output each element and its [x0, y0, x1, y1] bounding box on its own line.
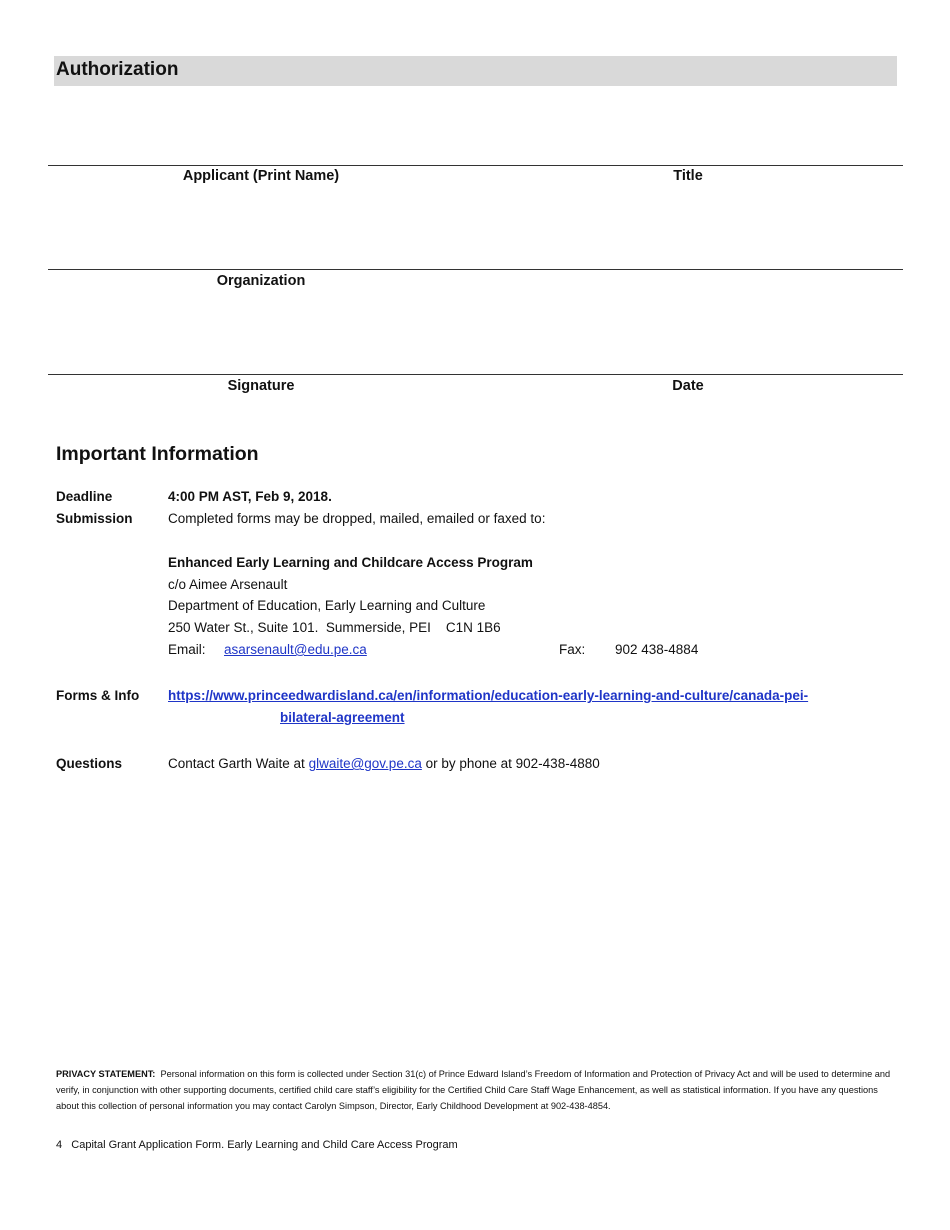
date-label: Date	[672, 378, 704, 394]
department: Department of Education, Early Learning and Culture	[168, 598, 486, 613]
care-of: c/o Aimee Arsenault	[168, 577, 288, 592]
signature-line-applicant-title[interactable]	[48, 165, 903, 166]
organization-label: Organization	[216, 273, 306, 289]
submission-label: Submission	[56, 511, 133, 526]
deadline-value: 4:00 PM AST, Feb 9, 2018.	[168, 489, 332, 504]
forms-url-line2-wrap	[280, 709, 405, 727]
signature-line-signature-date[interactable]	[48, 374, 903, 375]
privacy-text: Personal information on this form is collected under Section 31(c) of Prince Edward Island’s Freedom of Information and Protection of Privacy Act and will be used to determine and verify, in conjunction with other supporting documents, certified child care staff’s eligibility for the Certified Child Care Staff Wage Enhancement, as well as statistical information. If you have any questions about this collection of personal information you may contact Carolyn Simpson, Director, Early Childhood Development at 902-438-4854.	[56, 1069, 891, 1111]
questions-text	[168, 755, 600, 773]
footer-text: Capital Grant Application Form. Early Learning and Child Care Access Program	[71, 1139, 458, 1151]
applicant-label: Applicant (Print Name)	[182, 168, 340, 184]
questions-label: Questions	[56, 756, 123, 771]
submission-text: Completed forms may be dropped, mailed, emailed or faxed to:	[168, 511, 546, 526]
program-name: Enhanced Early Learning and Childcare Access Program	[168, 555, 533, 570]
deadline-label: Deadline	[56, 489, 113, 504]
signature-label: Signature	[227, 378, 295, 394]
authorization-heading: Authorization	[56, 59, 179, 80]
questions-suffix: or by phone at 902-438-4880	[421, 756, 600, 771]
forms-url-link-line2[interactable]: bilateral-agreement	[280, 710, 405, 725]
forms-info-label: Forms & Info	[56, 688, 140, 703]
title-label: Title	[673, 168, 703, 184]
submission-email-link[interactable]: asarsenault@edu.pe.ca	[224, 642, 367, 657]
address: 250 Water St., Suite 101. Summerside, PEI C1N 1B6	[168, 620, 501, 635]
forms-url-link-line1[interactable]: https://www.princeedwardisland.ca/en/information/education-early-learning-and-culture/canada-pei-	[168, 688, 809, 703]
fax-label: Fax:	[559, 642, 586, 657]
fax-number: 902 438-4884	[615, 642, 699, 657]
forms-url-line1-wrap	[168, 687, 808, 705]
page-footer	[56, 1138, 458, 1152]
questions-email-link[interactable]: glwaite@gov.pe.ca	[308, 756, 422, 771]
signature-line-organization[interactable]	[48, 269, 903, 270]
page-number: 4	[56, 1139, 63, 1151]
authorization-header-bar	[54, 56, 897, 86]
privacy-label: PRIVACY STATEMENT:	[56, 1069, 156, 1079]
important-info-heading: Important Information	[56, 443, 259, 465]
submission-email-link-wrap	[224, 641, 367, 659]
questions-prefix: Contact Garth Waite at	[168, 756, 309, 771]
email-label: Email:	[168, 642, 206, 657]
privacy-statement	[56, 1066, 896, 1114]
